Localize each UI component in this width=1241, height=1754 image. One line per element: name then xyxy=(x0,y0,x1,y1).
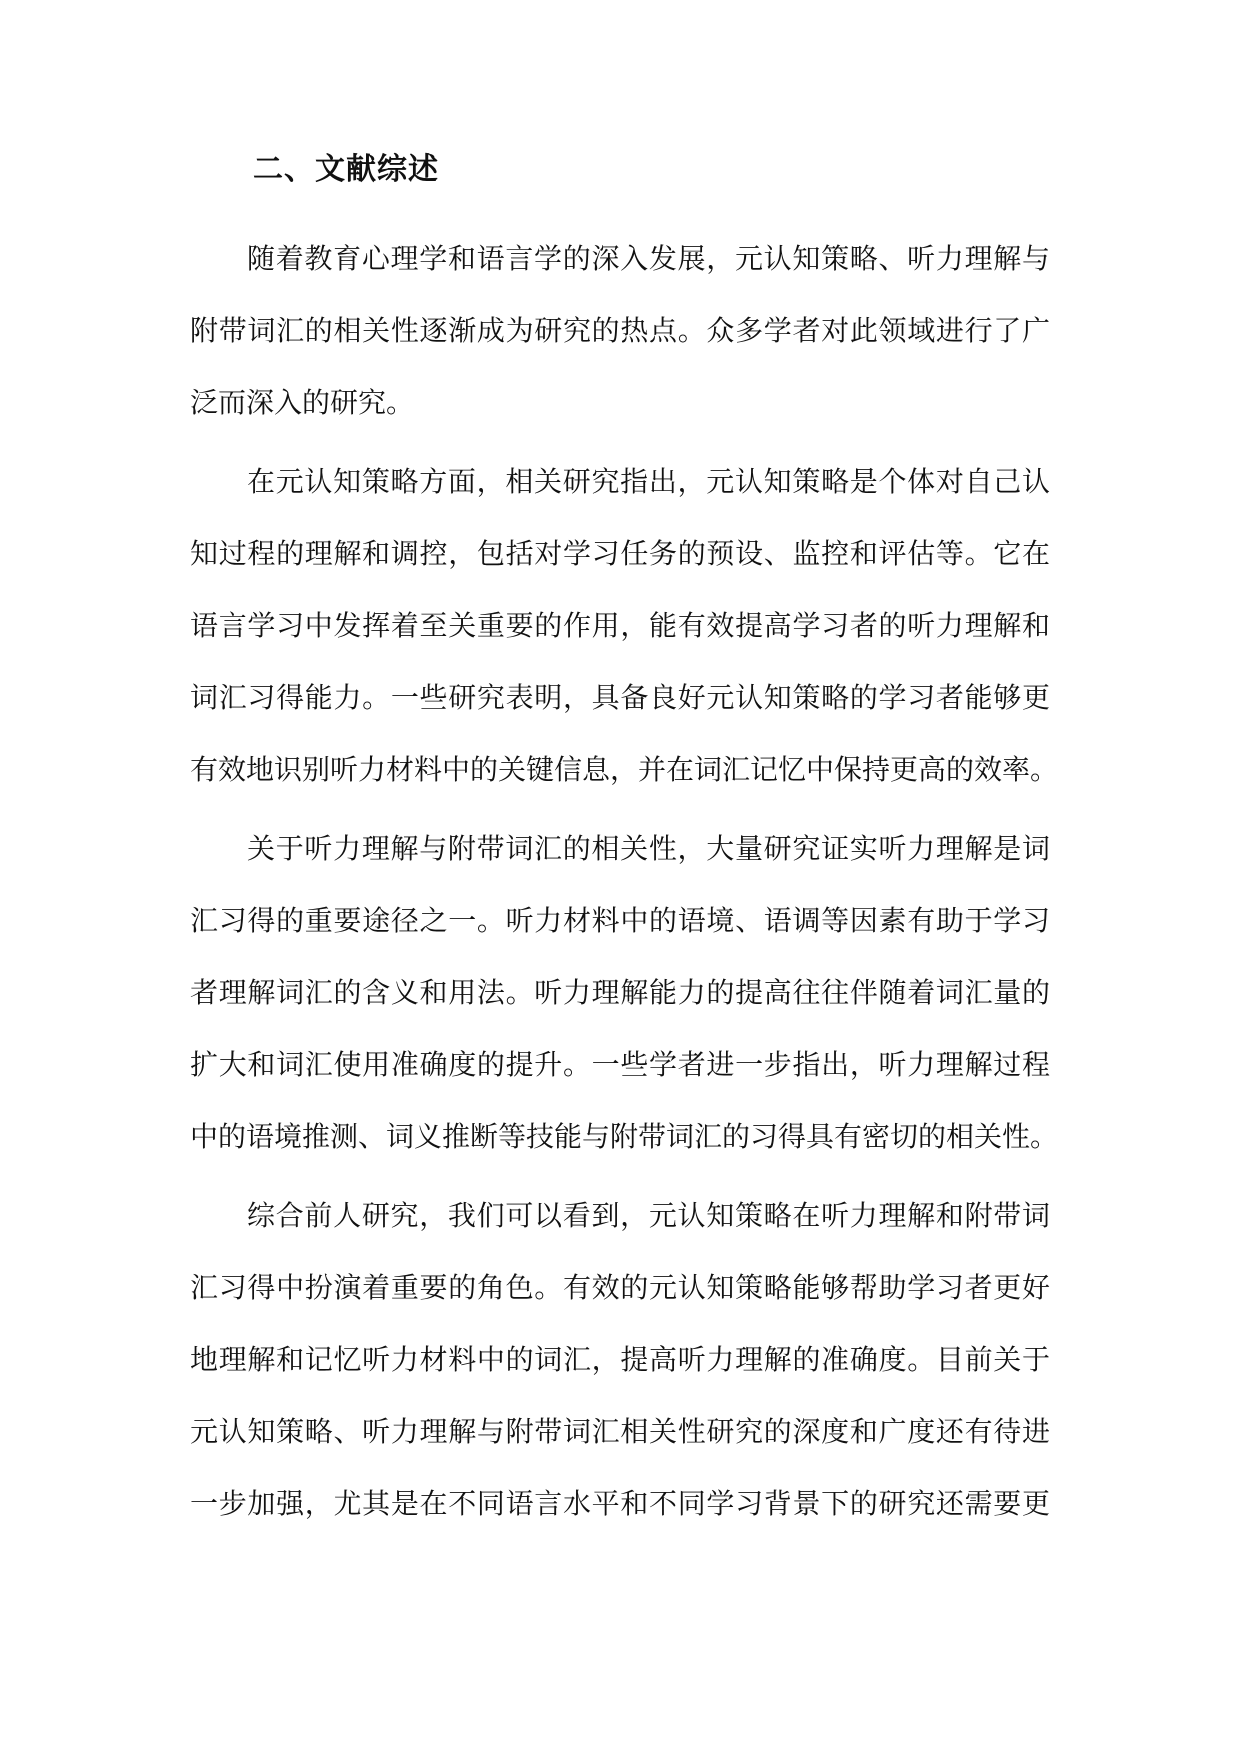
text-line: 者理解词汇的含义和用法。听力理解能力的提高往往伴随着词汇量的 xyxy=(190,976,1050,1009)
text-line: 随着教育心理学和语言学的深入发展，元认知策略、听力理解与 xyxy=(247,242,1050,275)
text-line: 词汇习得能力。一些研究表明，具备良好元认知策略的学习者能够更 xyxy=(190,681,1050,714)
paragraph-metacognitive-strategy xyxy=(190,446,1059,806)
text-line: 语言学习中发挥着至关重要的作用，能有效提高学习者的听力理解和 xyxy=(190,609,1050,642)
paragraph-listening-vocabulary xyxy=(190,813,1059,1173)
paragraph-intro xyxy=(190,223,1050,439)
text-line: 附带词汇的相关性逐渐成为研究的热点。众多学者对此领域进行了广 xyxy=(190,314,1050,347)
text-line: 关于听力理解与附带词汇的相关性，大量研究证实听力理解是词 xyxy=(247,832,1050,865)
text-line: 知过程的理解和调控，包括对学习任务的预设、监控和评估等。它在 xyxy=(190,537,1050,570)
text-line: 汇习得中扮演着重要的角色。有效的元认知策略能够帮助学习者更好 xyxy=(190,1271,1050,1304)
text-line: 汇习得的重要途径之一。听力材料中的语境、语调等因素有助于学习 xyxy=(190,904,1050,937)
text-line: 扩大和词汇使用准确度的提升。一些学者进一步指出，听力理解过程 xyxy=(190,1048,1050,1081)
text-line: 综合前人研究，我们可以看到，元认知策略在听力理解和附带词 xyxy=(247,1199,1050,1232)
text-line: 地理解和记忆听力材料中的词汇，提高听力理解的准确度。目前关于 xyxy=(190,1343,1050,1376)
section-heading: 二、文献综述 xyxy=(253,152,439,187)
text-line: 泛而深入的研究。 xyxy=(190,386,415,419)
text-line: 有效地识别听力材料中的关键信息，并在词汇记忆中保持更高的效率。 xyxy=(190,753,1059,786)
text-line: 中的语境推测、词义推断等技能与附带词汇的习得具有密切的相关性。 xyxy=(190,1120,1059,1153)
body-text xyxy=(190,223,1059,1547)
paragraph-summary xyxy=(190,1180,1050,1540)
text-line: 元认知策略、听力理解与附带词汇相关性研究的深度和广度还有待进 xyxy=(190,1415,1050,1448)
text-line: 一步加强，尤其是在不同语言水平和不同学习背景下的研究还需要更 xyxy=(190,1487,1050,1520)
text-line: 在元认知策略方面，相关研究指出，元认知策略是个体对自己认 xyxy=(247,465,1050,498)
